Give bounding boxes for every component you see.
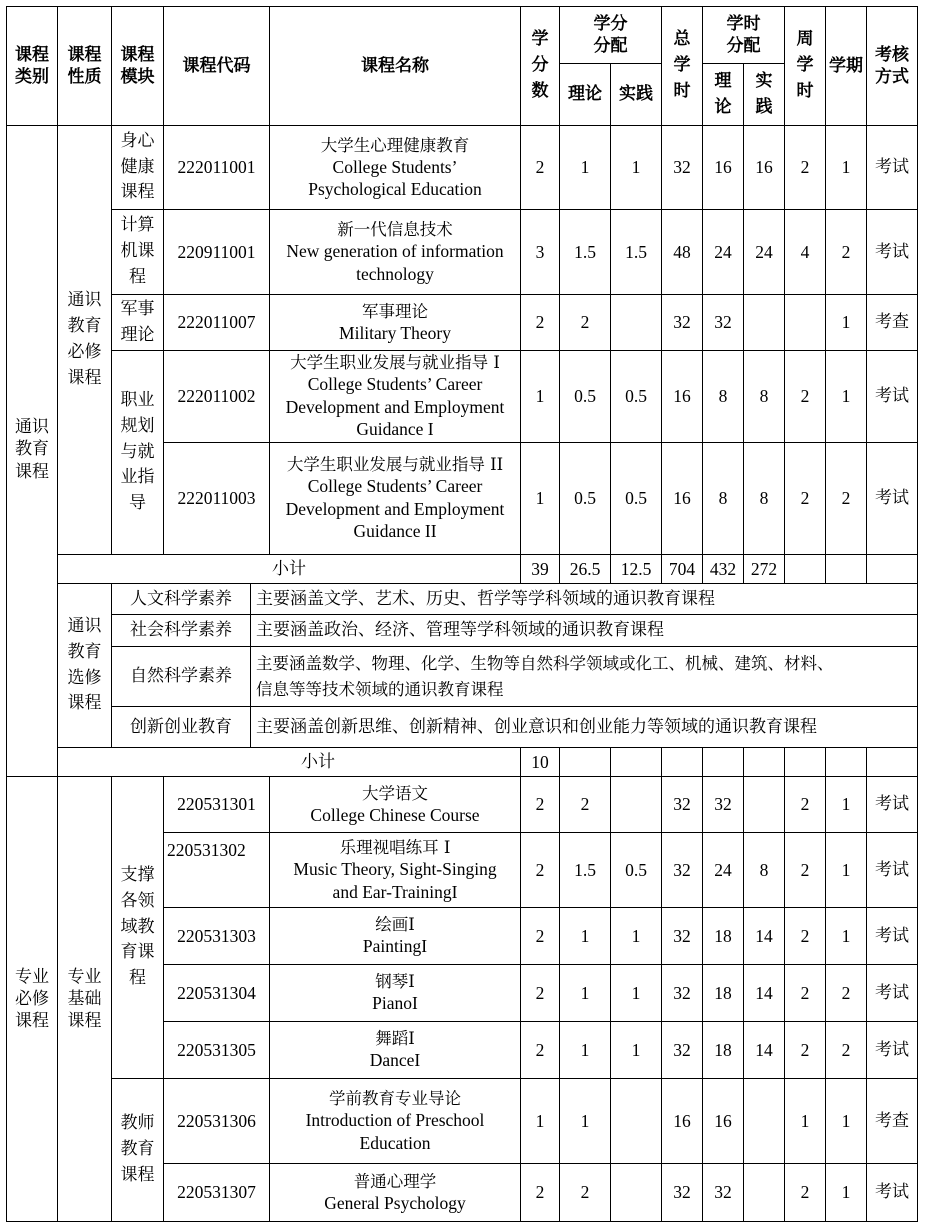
course-practice [611,777,661,832]
course-credits: 2 [535,859,545,880]
nature-professional-basic: 专业基础课程 [67,966,102,1032]
course-practice: 1 [631,982,641,1003]
course-total: 48 [673,241,691,262]
course-name-en: Psychological Education [308,179,482,200]
subtotal-hours-practice: 272 [750,558,778,579]
course-name-cn: 大学生职业发展与就业指导 II [286,455,504,475]
course-name [270,1079,520,1163]
course-practice: 1 [631,157,641,178]
course-name-en: College Students’ [332,156,458,177]
course-assess: 考试 [875,1039,909,1060]
course-theory: 0.5 [574,386,596,407]
course-semester: 2 [841,1039,851,1060]
course-weekly: 2 [800,157,810,178]
course-name [270,1164,520,1221]
grid-line-v [661,747,662,777]
course-code: 222011007 [177,312,256,333]
header-nature: 课程性质 [67,44,102,87]
grid-line-v [866,554,867,584]
course-practice: 1 [631,1039,641,1060]
course-total: 32 [673,982,691,1003]
course-h-practice: 24 [755,241,773,262]
course-h-theory: 24 [714,859,732,880]
course-code: 220531304 [177,982,256,1003]
course-name-en: Introduction of Preschool [305,1110,485,1131]
course-practice: 0.5 [625,859,647,880]
elective-module-social: 社会科学素养 [130,620,232,641]
course-h-practice: 14 [755,925,773,946]
subtotal-hours-theory: 432 [709,558,737,579]
course-code: 220531301 [177,794,256,815]
course-h-theory: 32 [714,794,732,815]
course-weekly: 2 [800,925,810,946]
course-theory: 1 [580,925,590,946]
course-name-cn: 大学生心理健康教育 [320,135,470,155]
course-name-en: New generation of information [286,241,504,262]
grid-line-v [825,554,826,584]
course-semester: 1 [841,157,851,178]
course-h-practice: 8 [759,859,769,880]
course-h-theory: 8 [718,386,728,407]
elective-desc-humanities: 主要涵盖文学、艺术、历史、哲学等学科领域的通识教育课程 [256,588,715,609]
course-h-practice [744,1079,784,1163]
course-practice: 0.5 [625,386,647,407]
subtotal-theory: 26.5 [569,558,601,579]
grid-line-v [784,554,785,584]
course-credits: 1 [535,1110,545,1131]
course-name-cn: 普通心理学 [353,1171,437,1191]
course-name-en: College Students’ Career [307,374,483,395]
course-code: 222011003 [177,488,256,509]
course-total: 32 [673,312,691,333]
course-name-cn: 钢琴I [375,972,415,992]
module-career: 职业规划与就业指导 [120,389,155,514]
course-h-practice: 14 [755,982,773,1003]
course-name [270,833,520,907]
course-name-cn: 乐理视唱练耳 I [339,838,451,858]
course-name [270,777,520,832]
course-name-en: College Students’ Career [307,476,483,497]
course-theory: 1 [580,982,590,1003]
course-practice: 1 [631,925,641,946]
elective-module-innovation: 创新创业教育 [130,716,232,737]
course-weekly: 2 [800,1039,810,1060]
course-weekly: 2 [800,1182,810,1203]
nature-general-elective: 通识教育选修课程 [67,615,102,714]
grid-line-v [866,747,867,777]
course-theory: 1.5 [574,859,596,880]
module-support-fields: 支撑各领域教育课程 [120,864,155,989]
subtotal2-credits: 10 [531,751,549,772]
course-h-practice: 8 [759,386,769,407]
course-total: 32 [673,925,691,946]
course-name [270,908,520,964]
course-name-en: Education [359,1132,431,1153]
elective-desc-innovation: 主要涵盖创新思维、创新精神、创业意识和创业能力等领域的通识教育课程 [256,716,817,737]
course-name-en: technology [356,263,434,284]
course-semester: 2 [841,241,851,262]
course-semester: 1 [841,312,851,333]
header-hours-theory: 理论 [714,70,732,117]
course-assess: 考查 [875,1110,909,1131]
course-credits: 1 [535,488,545,509]
header-credit-dist: 学分分配 [593,13,628,56]
header-practice: 实践 [619,84,653,105]
header-hours-dist: 学时分配 [726,13,761,56]
course-name-cn: 军事理论 [362,301,428,321]
subtotal-credits: 39 [531,558,549,579]
course-semester: 1 [841,925,851,946]
subtotal-practice: 12.5 [620,558,652,579]
course-theory: 2 [580,312,590,333]
course-theory: 0.5 [574,488,596,509]
course-theory: 2 [580,1182,590,1203]
course-weekly: 2 [800,982,810,1003]
course-code: 222011002 [177,386,256,407]
nature-general-required: 通识教育必修课程 [67,290,102,388]
header-name: 课程名称 [361,55,429,76]
subtotal-total-hours: 704 [668,558,696,579]
course-credits: 2 [535,925,545,946]
course-semester: 1 [841,794,851,815]
course-name-en: College Chinese Course [310,804,480,825]
course-name-cn: 舞蹈I [375,1029,415,1049]
course-credits: 1 [535,386,545,407]
course-assess: 考查 [875,312,909,333]
course-h-theory: 18 [714,1039,732,1060]
course-assess: 考试 [875,982,909,1003]
header-hours-practice: 实践 [755,70,773,117]
course-name [270,965,520,1021]
course-h-theory: 16 [714,1110,732,1131]
category-general-education: 通识教育课程 [15,417,49,482]
course-name-en: Military Theory [339,322,451,343]
course-practice: 0.5 [625,488,647,509]
course-name-en: PianoI [372,993,418,1014]
course-h-theory: 32 [714,312,732,333]
course-h-practice: 14 [755,1039,773,1060]
course-name-cn: 大学生职业发展与就业指导 I [290,353,500,373]
course-credits: 3 [535,241,545,262]
course-code: 220531306 [177,1110,256,1131]
course-name [270,351,520,442]
module-health: 身心健康课程 [120,130,155,203]
course-assess: 考试 [875,925,909,946]
course-weekly: 2 [800,859,810,880]
header-assessment: 考核方式 [875,44,909,87]
course-code: 220911001 [177,241,256,262]
header-semester: 学期 [829,55,863,76]
course-credits: 2 [535,157,545,178]
course-h-theory: 8 [718,488,728,509]
course-theory: 1.5 [574,241,596,262]
course-assess: 考试 [875,794,909,815]
module-teacher-education: 教师教育课程 [120,1113,155,1185]
course-weekly: 1 [800,1110,810,1131]
course-weekly [785,295,825,350]
course-name-en: DanceI [369,1050,421,1071]
course-name [270,443,520,554]
header-code: 课程代码 [182,55,251,76]
elective-desc-social: 主要涵盖政治、经济、管理等学科领域的通识教育课程 [256,620,664,641]
header-total-hours: 总学时 [673,29,691,101]
elective-desc-natural-line1: 主要涵盖数学、物理、化学、生物等自然科学领域或化工、机械、建筑、材料、 [256,653,834,673]
course-practice [611,295,661,350]
course-name-en: General Psychology [324,1192,466,1213]
course-name-en: Development and Employment [285,396,505,417]
course-theory: 1 [580,1110,590,1131]
grid-line-v [743,747,744,777]
course-practice: 1.5 [625,241,647,262]
course-h-theory: 18 [714,982,732,1003]
course-name-cn: 学前教育专业导论 [329,1089,461,1109]
course-weekly: 2 [800,386,810,407]
header-theory: 理论 [568,84,602,105]
elective-module-natural: 自然科学素养 [130,666,232,687]
course-name [270,1022,520,1078]
module-computer: 计算机课程 [120,215,155,287]
course-total: 16 [673,488,691,509]
course-theory: 1 [580,1039,590,1060]
course-weekly: 2 [800,794,810,815]
course-name-cn: 大学语文 [362,783,428,803]
course-total: 32 [673,1039,691,1060]
course-total: 32 [673,1182,691,1203]
course-semester: 1 [841,386,851,407]
course-h-practice: 16 [755,157,773,178]
course-assess: 考试 [875,859,909,880]
course-total: 16 [673,1110,691,1131]
course-h-theory: 24 [714,241,732,262]
elective-module-humanities: 人文科学素养 [130,588,232,609]
course-code: 220531307 [177,1182,256,1203]
course-h-practice [744,295,784,350]
subtotal-label: 小计 [272,558,306,579]
course-name-en: Guidance II [353,521,437,542]
header-category: 课程类别 [15,44,49,87]
module-military: 军事理论 [120,298,155,345]
header-weekly-hours: 周学时 [796,29,814,101]
course-h-practice [744,1164,784,1221]
course-code: 220531305 [177,1039,256,1060]
course-assess: 考试 [875,157,909,178]
course-total: 32 [673,794,691,815]
grid-line-v [702,747,703,777]
subtotal2-label: 小计 [301,751,335,772]
course-assess: 考试 [875,241,909,262]
course-semester: 1 [841,1110,851,1131]
grid-line-h [6,1221,918,1222]
course-theory: 2 [580,794,590,815]
course-name-cn: 绘画I [375,915,415,935]
grid-line-v [825,747,826,777]
course-code: 222011001 [177,157,256,178]
course-code: 220531303 [177,925,256,946]
course-assess: 考试 [875,386,909,407]
course-total: 32 [673,157,691,178]
course-name-en: Guidance I [356,419,434,440]
course-semester: 1 [841,1182,851,1203]
grid-line-v [784,747,785,777]
course-assess: 考试 [875,488,909,509]
course-credits: 2 [535,794,545,815]
course-credits: 2 [535,312,545,333]
course-assess: 考试 [875,1182,909,1203]
course-h-theory: 16 [714,157,732,178]
course-credits: 2 [535,1039,545,1060]
course-semester: 2 [841,488,851,509]
course-total: 32 [673,859,691,880]
course-total: 16 [673,386,691,407]
course-name [270,295,520,350]
course-h-theory: 32 [714,1182,732,1203]
course-practice [611,1164,661,1221]
course-h-theory: 18 [714,925,732,946]
course-name [270,210,520,294]
course-h-practice: 8 [759,488,769,509]
course-theory: 1 [580,157,590,178]
course-credits: 2 [535,982,545,1003]
course-name-cn: 新一代信息技术 [337,220,453,240]
course-credits: 2 [535,1182,545,1203]
course-semester: 2 [841,982,851,1003]
course-semester: 1 [841,859,851,880]
elective-desc-natural [251,647,917,706]
grid-line-v [610,747,611,777]
course-name-en: Development and Employment [285,498,505,519]
header-credits: 学分数 [531,29,549,101]
course-name-en: Music Theory, Sight-Singing [293,859,497,880]
elective-desc-natural-line2: 信息等等技术领域的通识教育课程 [256,679,504,699]
course-weekly: 4 [800,241,810,262]
course-practice [611,1079,661,1163]
course-h-practice [744,777,784,832]
course-name-en: and Ear-TrainingI [332,881,458,902]
header-module: 课程模块 [120,44,155,87]
course-weekly: 2 [800,488,810,509]
category-professional-required: 专业必修课程 [15,966,49,1032]
course-name [270,126,520,209]
course-name-en: PaintingI [362,936,428,957]
course-code: 220531302 [167,840,246,860]
